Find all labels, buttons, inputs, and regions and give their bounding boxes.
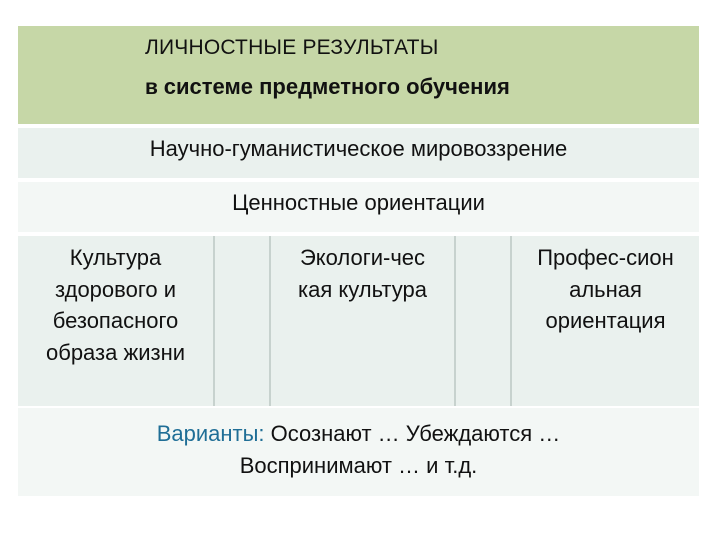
cell-line: ориентация: [545, 308, 666, 334]
cell-empty: [456, 236, 510, 406]
cell-empty: [215, 236, 269, 406]
cell-ecology-culture: [271, 236, 454, 406]
cell-line: Экологи-чес: [299, 245, 426, 270]
table-row: [18, 128, 699, 180]
variants-line-1: [18, 418, 699, 450]
variants-label: Варианты:: [156, 421, 265, 446]
cell-line: альная: [569, 276, 642, 302]
results-table: [18, 26, 699, 496]
cell-line: Культура: [69, 245, 162, 270]
variants-line-2: Воспринимают … и т.д.: [239, 452, 478, 478]
row-value-orientations: Ценностные ориентации: [232, 190, 485, 215]
cell-line: образа жизни: [45, 340, 186, 366]
cell-line: безопасного: [52, 308, 179, 334]
table-row: [18, 182, 699, 234]
variants-text: Осознают … Убеждаются …: [270, 421, 561, 446]
header-subtitle-prefix: в: [145, 76, 158, 99]
header-title: ЛИЧНОСТНЫЕ РЕЗУЛЬТАТЫ: [145, 36, 439, 59]
cell-line: Профес-сион: [537, 245, 674, 270]
row-worldview: Научно-гуманистическое мировоззрение: [149, 136, 568, 161]
header-subtitle-text: системе предметного обучения: [163, 74, 510, 99]
cell-line: здорового и: [55, 276, 176, 302]
table-row-columns: [18, 236, 699, 406]
header-subtitle: [145, 74, 510, 100]
table-header: [18, 26, 699, 126]
cell-professional-orientation: [512, 236, 699, 406]
cell-line: кая культура: [298, 276, 427, 302]
table-row-variants: [18, 408, 699, 496]
cell-health-culture: [18, 236, 213, 406]
